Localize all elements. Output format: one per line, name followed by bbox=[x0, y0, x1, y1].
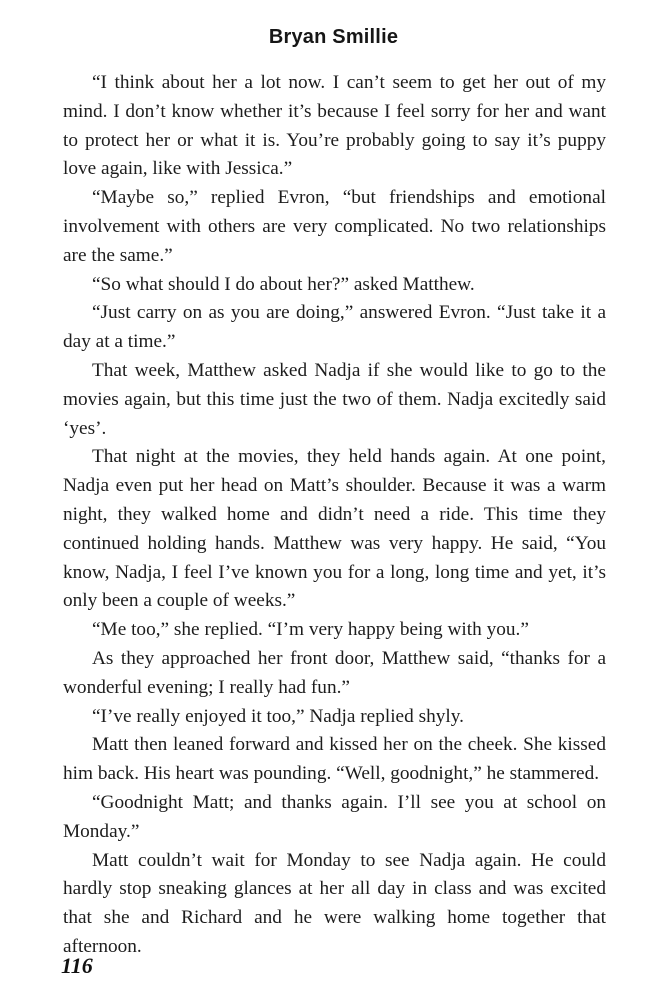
paragraph: As they approached her front door, Matthew said, “thanks for a wonderful evening; I really had fun.” bbox=[63, 647, 606, 698]
paragraph: “I think about her a lot now. I can’t seem to get her out of my mind. I don’t know whether it’s because I feel sorry for her and want to protect her or what it is. You’re probably going to say it’s puppy love again, like with Jessica.” bbox=[63, 72, 606, 180]
paragraph: “So what should I do about her?” asked Matthew. bbox=[92, 273, 475, 295]
body-text bbox=[63, 69, 606, 962]
running-head-author: Bryan Smillie bbox=[268, 26, 399, 48]
paragraph: “Just carry on as you are doing,” answered Evron. “Just take it a day at a time.” bbox=[63, 302, 606, 353]
paragraph: “Me too,” she replied. “I’m very happy being with you.” bbox=[92, 619, 529, 641]
paragraph: That night at the movies, they held hands again. At one point, Nadja even put her head on Matt’s shoulder. Because it was a warm night, they walked home and didn’t need a ride. This time they continued holding hands. Matthew was very happy. He said, “You know, Nadja, I feel I’ve known you for a long, long time and yet, it’s only been a couple of weeks.” bbox=[63, 446, 606, 612]
paragraph: That week, Matthew asked Nadja if she would like to go to the movies again, but this time just the two of them. Nadja excitedly said ‘yes’. bbox=[63, 359, 606, 439]
page-number: 116 bbox=[61, 953, 93, 978]
paragraph: “I’ve really enjoyed it too,” Nadja replied shyly. bbox=[92, 705, 464, 727]
paragraph: “Maybe so,” replied Evron, “but friendships and emotional involvement with others are very complicated. No two relationships are the same.” bbox=[63, 187, 606, 266]
paragraph: Matt couldn’t wait for Monday to see Nadja again. He could hardly stop sneaking glances at her all day in class and was excited that she and Richard and he were walking home together that afternoon. bbox=[63, 849, 606, 957]
paragraph: “Goodnight Matt; and thanks again. I’ll see you at school on Monday.” bbox=[63, 791, 606, 842]
paragraph: Matt then leaned forward and kissed her on the cheek. She kissed him back. His heart was pounding. “Well, goodnight,” he stammered. bbox=[63, 734, 606, 785]
